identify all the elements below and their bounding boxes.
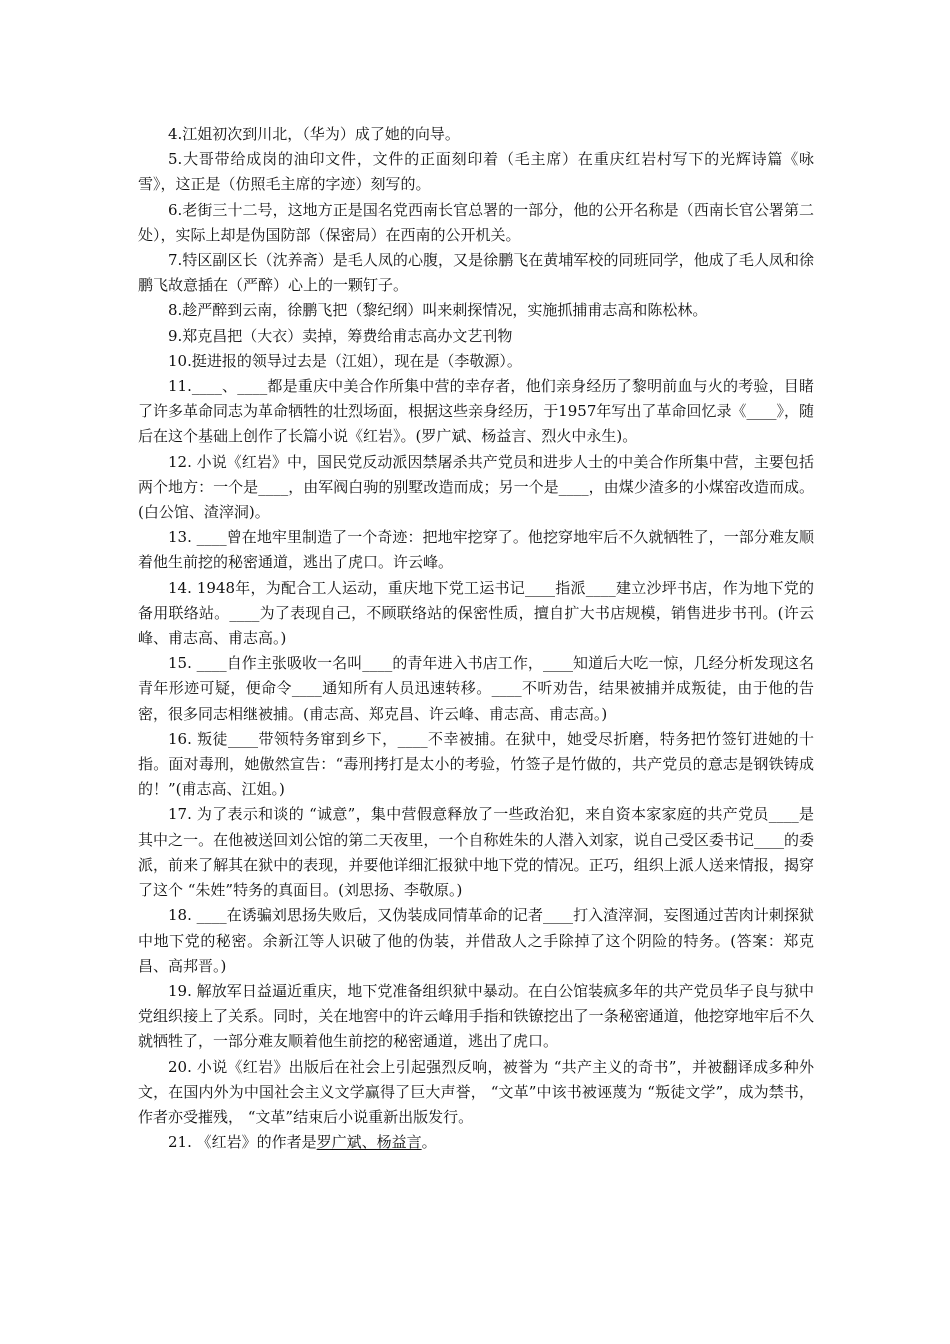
- paragraph-9: 9.郑克昌把（大衣）卖掉，筹费给甫志高办文艺刊物: [168, 326, 513, 345]
- paragraph-19: 19. 解放军日益逼近重庆，地下党准备组织狱中暴动。在白公馆装疯多年的共产党员华子良与狱中党组织接上了关系。同时，关在地窖中的许云峰用手指和铁镣挖出了一条秘密通道，他挖穿地牢后不久就牺牲了，一部分难友顺着他生前挖的秘密通道，逃出了虎口。: [138, 981, 814, 1051]
- paragraph-21-answer: 罗广斌、杨益言: [316, 1133, 422, 1152]
- paragraph-12: 12. 小说《红岩》中，国民党反动派因禁屠杀共产党员和进步人士的中美合作所集中营，主要包括两个地方：一个是____，由军阀白驹的别墅改造而成；另一个是____，由煤少渣多的小煤窑改造而成。(白公馆、渣滓洞)。: [138, 452, 814, 522]
- paragraph-16: 16. 叛徒____带领特务窜到乡下，____不幸被捕。在狱中，她受尽折磨，特务把竹签钉进她的十指。面对毒刑，她傲然宣告：“毒刑拷打是太小的考验，竹签子是竹做的，共产党员的意志是钢铁铸成的！”(甫志高、江姐。): [138, 729, 814, 799]
- paragraph-17: 17. 为了表示和谈的 “诚意”，集中营假意释放了一些政治犯，来自资本家家庭的共产党员____是其中之一。在他被送回刘公馆的第二天夜里，一个自称姓朱的人潜入刘家，说自己受区委书记____的委派，前来了解其在狱中的表现，并要他详细汇报狱中地下党的情况。正巧，组织上派人送来情报，揭穿了这个 “朱姓”特务的真面目。(刘思扬、李敬原。): [138, 805, 814, 900]
- paragraph-10: 10.挺进报的领导过去是（江姐），现在是（李敬源）。: [168, 351, 522, 370]
- paragraph-15: 15. ____自作主张吸收一名叫____的青年进入书店工作，____知道后大吃一惊，几经分析发现这名青年形迹可疑，便命令____通知所有人员迅速转移。____不听劝告，结果被捕并成叛徒，由于他的告密，很多同志相继被捕。(甫志高、郑克昌、许云峰、甫志高、甫志高。): [138, 654, 814, 723]
- paragraph-21-suffix: 。: [421, 1133, 437, 1152]
- paragraph-11: 11.____、____都是重庆中美合作所集中营的幸存者，他们亲身经历了黎明前血与火的考验，目睹了许多革命同志为革命牺牲的壮烈场面，根据这些亲身经历，于1957年写出了革命回忆录《____》，随后在这个基础上创作了长篇小说《红岩》。(罗广斌、杨益言、烈火中永生)。: [138, 377, 814, 446]
- paragraph-21-prefix: 21. 《红岩》的作者是: [168, 1133, 317, 1152]
- paragraph-14: 14. 1948年，为配合工人运动，重庆地下党工运书记____指派____建立沙坪书店，作为地下党的备用联络站。____为了表现自己，不顾联络站的保密性质，擅自扩大书店规模，销售进步书刊。(许云峰、甫志高、甫志高。): [138, 578, 814, 648]
- paragraph-13: 13. ____曾在地牢里制造了一个奇迹：把地牢挖穿了。他挖穿地牢后不久就牺牲了，一部分难友顺着他生前挖的秘密通道，逃出了虎口。许云峰。: [138, 528, 814, 572]
- paragraph-6: 6.老街三十二号，这地方正是国名党西南长官总署的一部分，他的公开名称是（西南长官公署第二处），实际上却是伪国防部（保密局）在西南的公开机关。: [138, 200, 814, 244]
- paragraph-8: 8.趁严醉到云南，徐鹏飞把（黎纪纲）叫来刺探情况，实施抓捕甫志高和陈松林。: [168, 301, 708, 320]
- paragraph-18: 18. ____在诱骗刘思扬失败后，又伪装成同情革命的记者____打入渣滓洞，妄图通过苦肉计刺探狱中地下党的秘密。余新江等人识破了他的伪装，并借敌人之手除掉了这个阴险的特务。(答案：郑克昌、高邦晋。): [138, 906, 814, 975]
- paragraph-7: 7.特区副区长（沈养斋）是毛人凤的心腹，又是徐鹏飞在黄埔军校的同班同学，他成了毛人凤和徐鹏飞故意插在（严醉）心上的一颗钉子。: [138, 251, 814, 295]
- paragraph-21: [138, 1130, 814, 1155]
- document-body: [138, 122, 814, 1155]
- paragraph-5: 5.大哥带给成岗的油印文件，文件的正面刻印着（毛主席）在重庆红岩村写下的光辉诗篇《咏雪》，这正是（仿照毛主席的字迹）刻写的。: [138, 150, 814, 194]
- paragraph-20: 20. 小说《红岩》出版后在社会上引起强烈反响，被誉为 “共产主义的奇书”，并被翻译成多种外文，在国内外为中国社会主义文学赢得了巨大声誉， “文革”中该书被诬蔑为 “叛徒文学”，成为禁书，作者亦受摧残， “文革”结束后小说重新出版发行。: [138, 1057, 814, 1126]
- paragraph-4: 4.江姐初次到川北，（华为）成了她的向导。: [168, 125, 460, 143]
